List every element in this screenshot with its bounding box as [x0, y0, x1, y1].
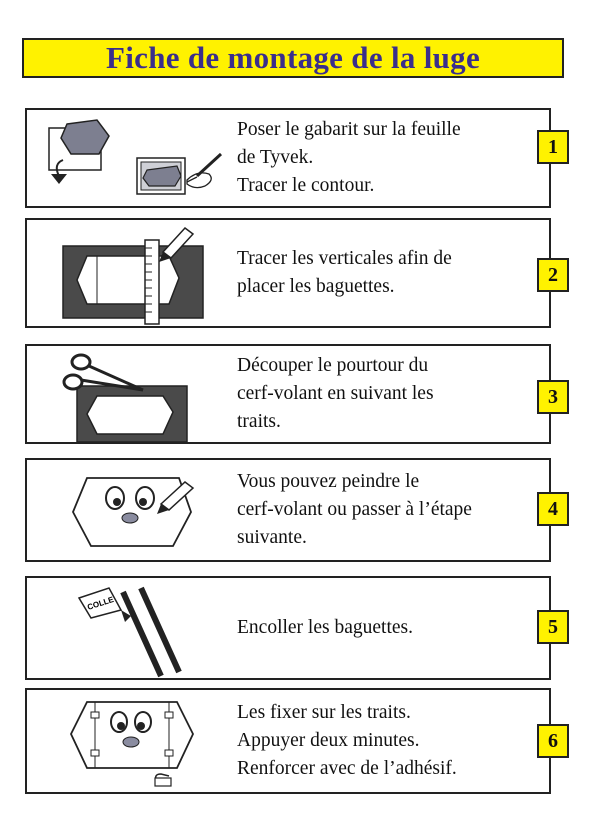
step-4	[25, 458, 558, 562]
step-3	[25, 344, 558, 444]
step-1-line-1: Poser le gabarit sur la feuille	[237, 119, 461, 140]
step-6-number: 6	[537, 724, 569, 758]
step-3-line-2: cerf-volant en suivant les	[237, 383, 434, 404]
step-3-line-1: Découper le pourtour du	[237, 355, 429, 376]
step-2-instructions	[237, 220, 519, 326]
page-title: Fiche de montage de la luge	[105, 40, 481, 75]
step-6-line-1: Les fixer sur les traits.	[237, 702, 411, 723]
title-banner	[22, 38, 564, 78]
step-6-line-3: Renforcer avec de l’adhésif.	[237, 758, 457, 779]
step-5-line-1: Encoller les baguettes.	[237, 617, 413, 638]
step-4-line-1: Vous pouvez peindre le	[237, 471, 420, 492]
template-tracing-illustration	[37, 114, 227, 206]
kite-face-illustration	[37, 464, 227, 560]
step-2-line-2: placer les baguettes.	[237, 276, 395, 297]
step-5-instructions	[237, 578, 519, 678]
step-1-instructions	[237, 110, 519, 206]
step-4-instructions	[237, 460, 519, 560]
step-6-line-2: Appuyer deux minutes.	[237, 730, 420, 751]
step-4-number: 4	[537, 492, 569, 526]
step-3-line-3: traits.	[237, 411, 281, 432]
step-6	[25, 688, 558, 794]
step-2-line-1: Tracer les verticales afin de	[237, 248, 452, 269]
kite-sticks-tape-illustration	[37, 694, 227, 792]
step-1-line-2: de Tyvek.	[237, 147, 314, 168]
glue-sticks-illustration	[37, 582, 227, 678]
step-2	[25, 218, 558, 328]
scissors-illustration	[37, 350, 227, 442]
step-4-line-2: cerf-volant ou passer à l’étape	[237, 499, 472, 520]
step-1-line-3: Tracer le contour.	[237, 175, 375, 196]
step-1	[25, 108, 558, 208]
step-5-number: 5	[537, 610, 569, 644]
step-2-number: 2	[537, 258, 569, 292]
step-6-instructions	[237, 690, 519, 792]
step-5	[25, 576, 558, 680]
step-4-line-3: suivante.	[237, 527, 307, 548]
glue-tube-label: COLLE	[86, 594, 115, 612]
step-3-number: 3	[537, 380, 569, 414]
ruler-pencil-illustration	[37, 224, 227, 326]
step-1-number: 1	[537, 130, 569, 164]
step-3-instructions	[237, 346, 519, 442]
